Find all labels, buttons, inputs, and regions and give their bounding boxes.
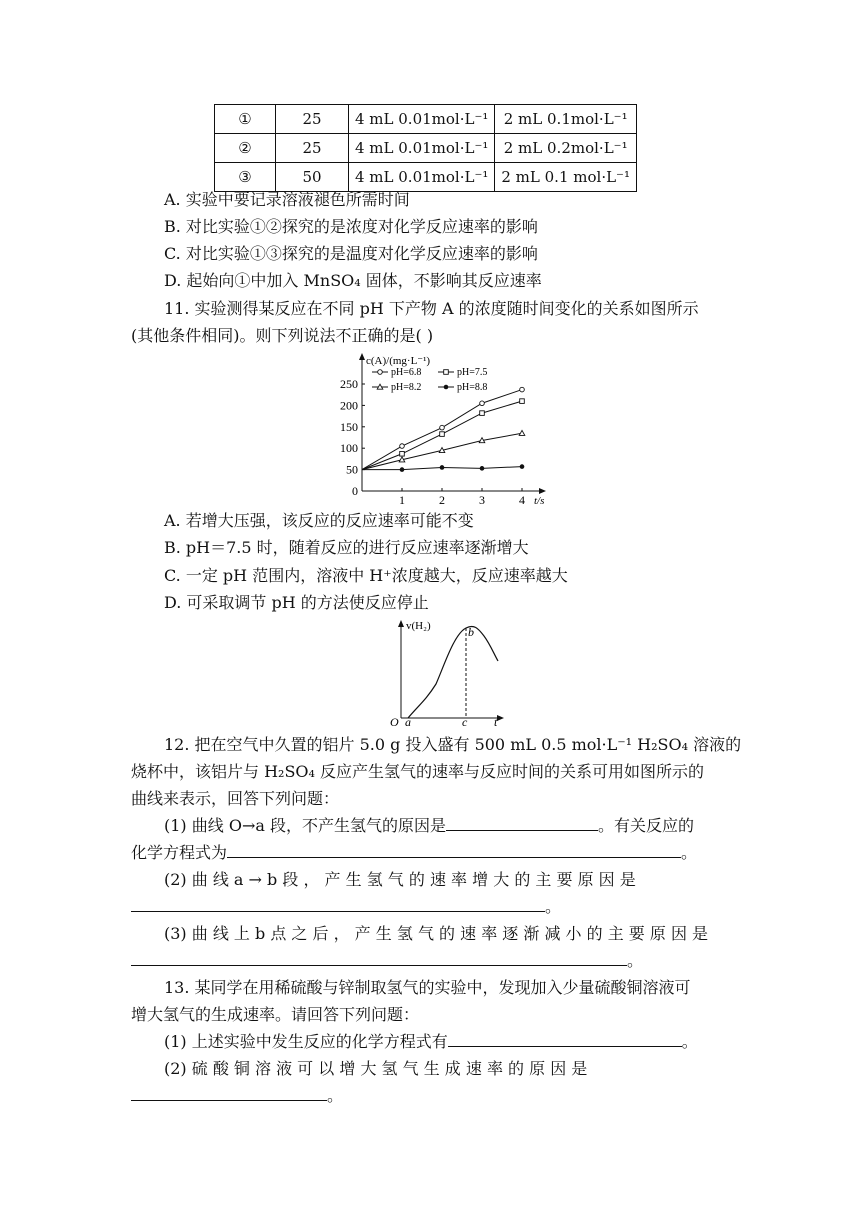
- data-point: [400, 451, 405, 456]
- period: 。: [681, 843, 698, 862]
- question-stem: (其他条件相同)。则下列说法不正确的是( ): [131, 326, 434, 345]
- y-tick-label: 50: [346, 462, 358, 477]
- answer-blank[interactable]: [448, 1032, 682, 1047]
- y-tick-label: 150: [340, 419, 358, 434]
- option-c: C. 对比实验①③探究的是温度对化学反应速率的影响: [164, 244, 538, 263]
- y-axis-arrow: [398, 620, 404, 627]
- data-point: [520, 464, 525, 469]
- period: 。: [327, 1086, 344, 1105]
- table-row: [215, 134, 637, 163]
- answer-blank[interactable]: [446, 816, 598, 831]
- sub-question-text: (1) 上述实验中发生反应的化学方程式有: [164, 1032, 448, 1051]
- table-cell: 50: [276, 163, 349, 192]
- option-a: A. 实验中要记录溶液褪色所需时间: [164, 190, 410, 209]
- answer-blank[interactable]: [227, 843, 681, 858]
- rate-time-graph: [386, 614, 512, 728]
- sub-question-text: (1) 曲线 O→a 段，不产生氢气的原因是: [164, 816, 446, 835]
- question-stem: 曲线来表示，回答下列问题：: [131, 789, 340, 808]
- answer-blank[interactable]: [131, 1086, 327, 1101]
- data-point: [440, 465, 445, 470]
- sub-question-text: 化学方程式为: [131, 843, 228, 862]
- table-cell: 2 mL 0.1mol·L⁻¹: [495, 105, 637, 134]
- point-label: b: [468, 625, 474, 639]
- period: 。: [627, 951, 644, 970]
- legend-marker: [378, 370, 383, 375]
- answer-blank[interactable]: [131, 897, 545, 912]
- table-cell: ②: [215, 134, 276, 163]
- x-tick-label: 1: [399, 493, 405, 507]
- table-cell: 4 mL 0.01mol·L⁻¹: [349, 163, 495, 192]
- y-tick-label: 200: [340, 398, 358, 413]
- question-stem: 烧杯中，该铝片与 H₂SO₄ 反应产生氢气的速率与反应时间的关系可用如图所示的: [131, 762, 705, 781]
- table-row: [215, 163, 637, 192]
- origin-label: O: [390, 715, 399, 728]
- data-point: [480, 411, 485, 416]
- sub-question-2: (2) 硫 酸 铜 溶 液 可 以 增 大 氢 气 生 成 速 率 的 原 因 是: [164, 1059, 588, 1078]
- option-a: A. 若增大压强，该反应的反应速率可能不变: [164, 511, 474, 530]
- question-stem: 13. 某同学在用稀硫酸与锌制取氢气的实验中，发现加入少量硫酸铜溶液可: [164, 978, 691, 997]
- option-d: D. 可采取调节 pH 的方法使反应停止: [164, 593, 429, 612]
- y-tick-label: 0: [352, 484, 358, 498]
- y-axis-arrow: [359, 353, 365, 360]
- x-tick-label: 2: [439, 493, 445, 507]
- table-cell: ①: [215, 105, 276, 134]
- y-axis-label: v(H₂): [406, 620, 431, 632]
- sub-question-2-blank: [131, 1085, 343, 1107]
- legend-label: pH=8.2: [391, 382, 422, 393]
- x-tick-label: 3: [479, 493, 485, 507]
- data-point: [440, 432, 445, 437]
- point-label: c: [462, 715, 468, 728]
- data-point: [480, 466, 485, 471]
- data-point: [480, 401, 485, 406]
- period: 。: [681, 1032, 698, 1051]
- sub-question-1: [164, 1031, 698, 1053]
- table-cell: 4 mL 0.01mol·L⁻¹: [349, 134, 495, 163]
- sub-question-1-cont: [131, 842, 697, 864]
- sub-question-1: [164, 815, 694, 837]
- table-cell: ③: [215, 163, 276, 192]
- answer-blank[interactable]: [131, 951, 627, 966]
- data-point: [440, 425, 445, 430]
- question-stem: 11. 实验测得某反应在不同 pH 下产物 A 的浓度随时间变化的关系如图所示: [164, 299, 699, 318]
- sub-question-2: (2) 曲 线 a → b 段 ， 产 生 氢 气 的 速 率 增 大 的 主 要 原 因 是: [164, 870, 636, 889]
- period: 。: [545, 897, 562, 916]
- table-cell: 25: [276, 134, 349, 163]
- data-point: [520, 387, 525, 392]
- x-axis-label: t/s: [534, 495, 545, 507]
- data-point: [400, 444, 405, 449]
- legend-marker: [444, 370, 449, 375]
- sub-question-text: 。有关反应的: [598, 816, 695, 835]
- table-cell: 4 mL 0.01mol·L⁻¹: [349, 105, 495, 134]
- question-stem: 增大氢气的生成速率。请回答下列问题：: [131, 1005, 420, 1024]
- table-row: [215, 105, 637, 134]
- point-label: a: [405, 715, 411, 728]
- x-axis-arrow: [539, 488, 546, 494]
- sub-question-3: (3) 曲 线 上 b 点 之 后 ， 产 生 氢 气 的 速 率 逐 渐 减 小 的 主 要 原 因 是: [164, 924, 709, 943]
- data-point: [519, 430, 525, 435]
- option-d: D. 起始向①中加入 MnSO₄ 固体，不影响其反应速率: [164, 271, 542, 290]
- table-cell: 2 mL 0.2mol·L⁻¹: [495, 134, 637, 163]
- sub-question-2-blank: [131, 896, 561, 918]
- legend-label: pH=8.8: [457, 382, 488, 393]
- data-point: [520, 399, 525, 404]
- y-tick-label: 100: [340, 441, 358, 456]
- sub-question-3-blank: [131, 950, 643, 972]
- experiment-table: [214, 104, 637, 192]
- legend-label: pH=7.5: [457, 367, 488, 378]
- concentration-chart: [330, 352, 560, 512]
- x-tick-label: 4: [519, 493, 525, 507]
- x-axis-arrow: [497, 715, 504, 721]
- rate-curve: [408, 626, 498, 718]
- table-cell: 25: [276, 105, 349, 134]
- y-tick-label: 250: [340, 377, 358, 391]
- x-axis-label: t: [494, 715, 498, 728]
- y-axis-label: c(A)/(mg·L⁻¹): [366, 355, 431, 367]
- option-c: C. 一定 pH 范围内，溶液中 H⁺浓度越大，反应速率越大: [164, 566, 568, 585]
- legend-marker: [444, 385, 449, 390]
- option-b: B. 对比实验①②探究的是浓度对化学反应速率的影响: [164, 217, 538, 236]
- legend-label: pH=6.8: [391, 367, 422, 378]
- table-cell: 2 mL 0.1 mol·L⁻¹: [495, 163, 637, 192]
- data-point: [400, 467, 405, 472]
- question-stem: 12. 把在空气中久置的铝片 5.0 g 投入盛有 500 mL 0.5 mol·L⁻¹ H₂SO₄ 溶液的: [164, 735, 742, 754]
- option-b: B. pH＝7.5 时，随着反应的进行反应速率逐渐增大: [164, 538, 529, 557]
